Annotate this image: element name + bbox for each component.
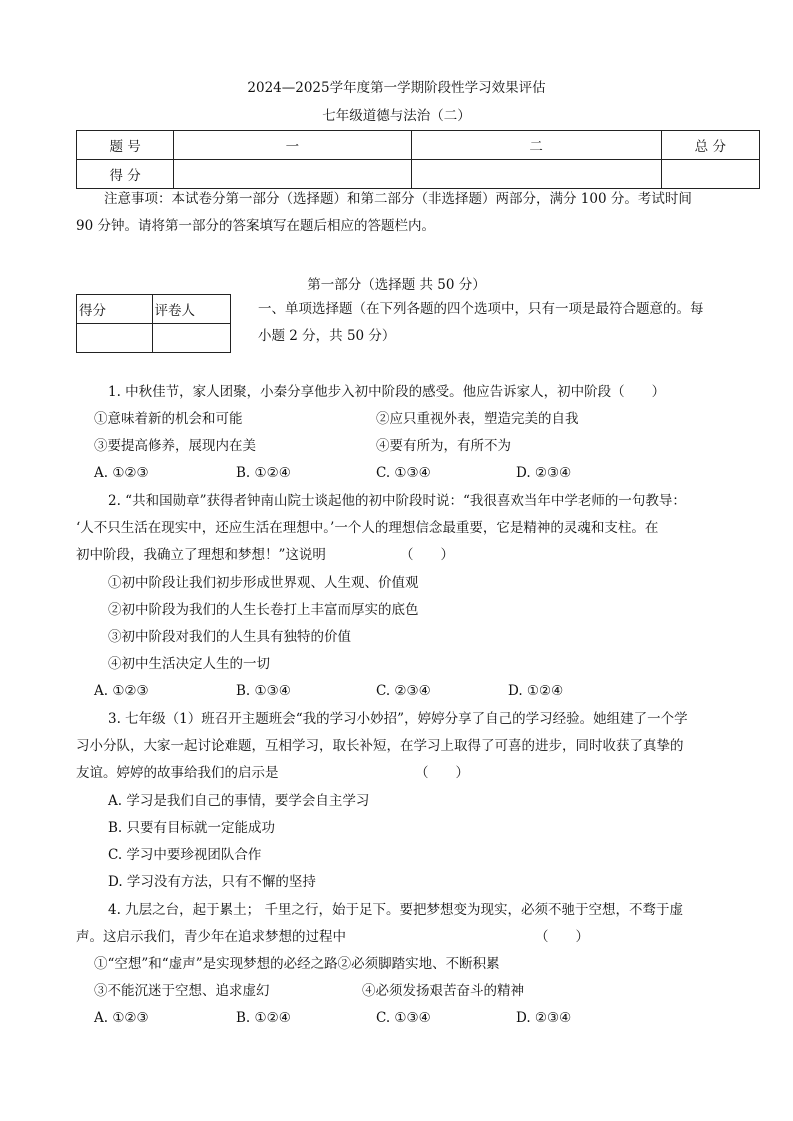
grader-table: [76, 294, 231, 353]
q4-answer-paren[interactable]: （ ）: [535, 929, 589, 945]
q3-option-b[interactable]: B. 只要有目标就一定能成功: [108, 820, 276, 836]
q4-option-b[interactable]: B. ①②④: [236, 1010, 291, 1026]
q1-option-c[interactable]: C. ①③④: [376, 465, 431, 481]
q3-line-1: 3. 七年级（1）班召开主题班会“我的学习小妙招”，婷婷分享了自己的学习经验。她组建了一个学: [108, 711, 688, 727]
q3-option-a[interactable]: A. 学习是我们自己的事情，要学会自主学习: [108, 793, 370, 809]
q3-option-c[interactable]: C. 学习中要珍视团队合作: [108, 847, 262, 863]
q1-option-a[interactable]: A. ①②③: [94, 465, 149, 481]
q2-option-d[interactable]: D. ①②④: [508, 683, 564, 699]
q2-statement-4: ④初中生活决定人生的一切: [108, 656, 270, 672]
q4-option-a[interactable]: A. ①②③: [94, 1010, 149, 1026]
part1-title: 第一部分（选择题 共 50 分）: [307, 277, 486, 293]
exam-subtitle: 七年级道德与法治（二）: [322, 108, 471, 124]
q4-statement-1-2: ①“空想”和“虚声”是实现梦想的必经之路②必须脚踏实地、不断积累: [94, 956, 500, 972]
part1-instruction-line-1: 一、单项选择题（在下列各题的四个选项中，只有一项是最符合题意的。每: [258, 301, 704, 317]
exam-title: 2024—2025学年度第一学期阶段性学习效果评估: [247, 80, 546, 96]
grader-score-cell[interactable]: [77, 324, 153, 353]
q1-stem: 1. 中秋佳节，家人团聚，小秦分享他步入初中阶段的感受。他应告诉家人，初中阶段（ ）: [108, 384, 666, 400]
score-table-header-part2: 二: [411, 131, 661, 160]
score-cell-part1[interactable]: [174, 160, 411, 189]
q1-statement-2: ②应只重视外表，塑造完美的自我: [376, 411, 579, 427]
notice-line-2: 90 分钟。请将第一部分的答案填写在题后相应的答题栏内。: [76, 218, 435, 234]
q2-statement-3: ③初中阶段对我们的人生具有独特的价值: [108, 629, 351, 645]
q2-option-b[interactable]: B. ①③④: [236, 683, 291, 699]
q2-statement-2: ②初中阶段为我们的人生长卷打上丰富而厚实的底色: [108, 602, 419, 618]
q1-option-d[interactable]: D. ②③④: [516, 465, 572, 481]
q4-statement-4: ④必须发扬艰苦奋斗的精神: [362, 983, 524, 999]
score-table: [76, 130, 760, 189]
part1-instruction-line-2: 小题 2 分，共 50 分）: [258, 328, 396, 344]
score-table-header-total: 总 分: [661, 131, 759, 160]
score-cell-total[interactable]: [661, 160, 759, 189]
grader-score-label: 得分: [77, 295, 153, 324]
q3-answer-paren[interactable]: （ ）: [415, 765, 469, 781]
q1-statement-4: ④要有所为，有所不为: [376, 438, 511, 454]
score-table-header-part1: 一: [174, 131, 411, 160]
q1-statement-3: ③要提高修养，展现内在美: [94, 438, 256, 454]
q3-option-d[interactable]: D. 学习没有方法，只有不懈的坚持: [108, 874, 316, 890]
score-table-score-label: 得 分: [77, 160, 174, 189]
q4-option-c[interactable]: C. ①③④: [376, 1010, 431, 1026]
q4-line-1: 4. 九层之台，起于累土； 千里之行，始于足下。要把梦想变为现实，必须不驰于空想，不骛于虚: [108, 902, 683, 918]
q4-option-d[interactable]: D. ②③④: [516, 1010, 572, 1026]
q1-statement-1: ①意味着新的机会和可能: [94, 411, 243, 427]
q1-option-b[interactable]: B. ①②④: [236, 465, 291, 481]
q2-option-c[interactable]: C. ②③④: [376, 683, 431, 699]
q4-line-2: 声。这启示我们，青少年在追求梦想的过程中: [76, 929, 346, 945]
q3-line-2: 习小分队，大家一起讨论难题，互相学习，取长补短，在学习上取得了可喜的进步，同时收获了真挚的: [76, 738, 684, 754]
q2-statement-1: ①初中阶段让我们初步形成世界观、人生观、价值观: [108, 575, 419, 591]
grader-name-label: 评卷人: [152, 295, 230, 324]
q2-option-a[interactable]: A. ①②③: [94, 683, 149, 699]
q3-line-3: 友谊。婷婷的故事给我们的启示是: [76, 765, 279, 781]
q2-line-3: 初中阶段，我确立了理想和梦想！”这说明: [76, 547, 326, 563]
q4-statement-3: ③不能沉迷于空想、追求虚幻: [94, 983, 270, 999]
q2-line-1: 2. “共和国勋章”获得者钟南山院士谈起他的初中阶段时说：“我很喜欢当年中学老师的一句教导：: [108, 493, 686, 509]
score-cell-part2[interactable]: [411, 160, 661, 189]
grader-name-cell[interactable]: [152, 324, 230, 353]
q2-answer-paren[interactable]: （ ）: [400, 547, 454, 563]
score-table-header-label: 题 号: [77, 131, 174, 160]
notice-line-1: 注意事项：本试卷分第一部分（选择题）和第二部分（非选择题）两部分，满分 100 分。考试时间: [104, 191, 692, 207]
q2-line-2: ‘人不只生活在现实中，还应生活在理想中。’一个人的理想信念最重要，它是精神的灵魂和支柱。在: [76, 520, 659, 536]
